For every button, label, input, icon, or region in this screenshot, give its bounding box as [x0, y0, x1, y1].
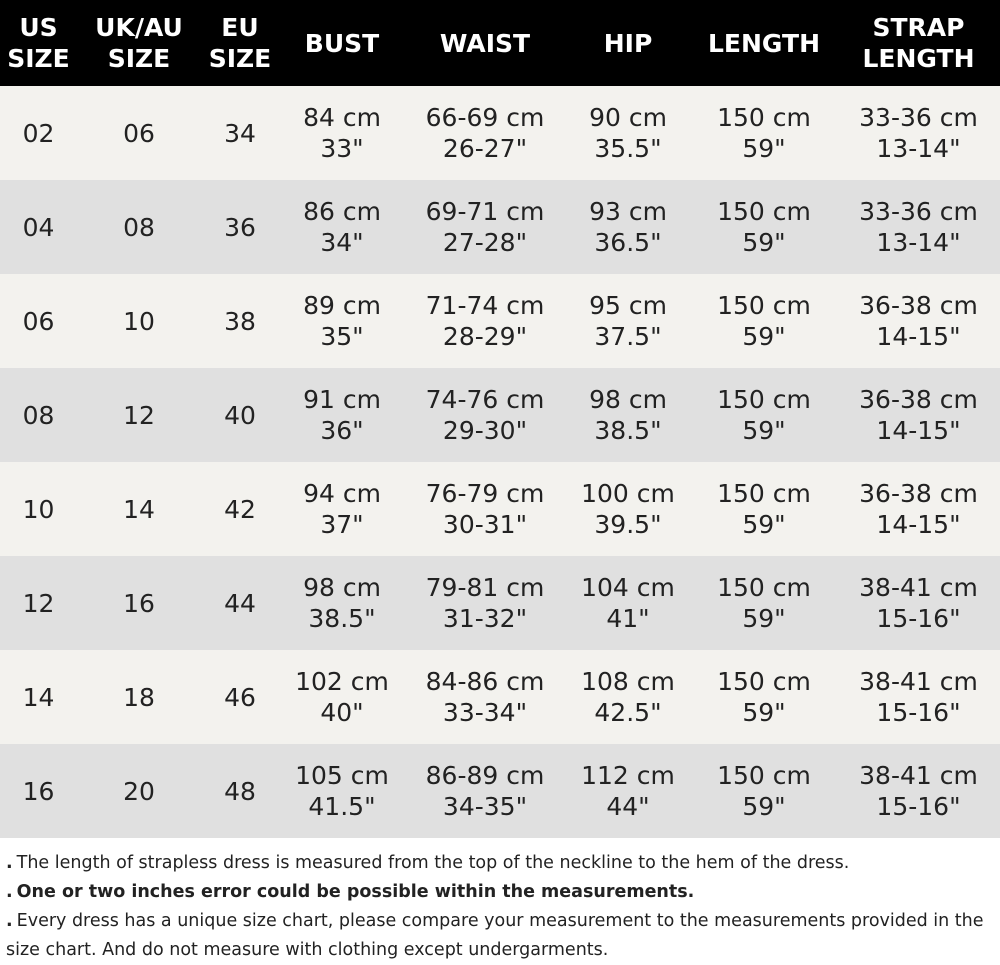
cell-bust [279, 86, 405, 180]
value-size: 02 [22, 118, 55, 148]
value-cm: 71-74 cm [425, 291, 545, 320]
value-cm: 150 cm [717, 385, 811, 414]
value-inches: 14-15" [876, 510, 961, 539]
cell-us-size [0, 744, 77, 838]
header-eu-size: EU SIZE [208, 13, 272, 73]
cell-us-size [0, 86, 77, 180]
value-cm: 94 cm [303, 479, 381, 508]
value-cm: 86-89 cm [425, 761, 545, 790]
value-inches: 35.5" [594, 134, 662, 163]
cell-us-size [0, 274, 77, 368]
header-uk-au-size: UK/AU SIZE [95, 13, 183, 73]
value-cm: 98 cm [589, 385, 667, 414]
cell-strap-length [837, 86, 1000, 180]
cell-waist [405, 744, 565, 838]
note-measuring [6, 849, 1000, 878]
value-inches: 59" [742, 698, 786, 727]
value-cm: 150 cm [717, 761, 811, 790]
cell-strap-length [837, 556, 1000, 650]
value-cm: 112 cm [581, 761, 675, 790]
value-inches: 13-14" [876, 134, 961, 163]
value-cm: 105 cm [295, 761, 389, 790]
value-cm: 33-36 cm [859, 103, 978, 132]
value-inches: 40" [320, 698, 364, 727]
value-cm: 108 cm [581, 667, 675, 696]
cell-eu-size [201, 180, 279, 274]
value-cm: 86 cm [303, 197, 381, 226]
cell-length [691, 86, 837, 180]
value-cm: 150 cm [717, 667, 811, 696]
value-size: 36 [224, 212, 256, 242]
cell-hip [565, 86, 691, 180]
cell-uk-au-size [77, 744, 201, 838]
value-inches: 59" [742, 510, 786, 539]
value-inches: 59" [742, 228, 786, 257]
value-size: 16 [123, 588, 155, 618]
cell-bust [279, 274, 405, 368]
value-size: 34 [224, 118, 256, 148]
cell-hip [565, 462, 691, 556]
value-cm: 150 cm [717, 479, 811, 508]
value-inches: 36.5" [594, 228, 662, 257]
value-size: 48 [224, 776, 256, 806]
value-cm: 104 cm [581, 573, 675, 602]
cell-uk-au-size [77, 462, 201, 556]
value-inches: 33-34" [442, 698, 528, 727]
cell-us-size [0, 462, 77, 556]
value-cm: 76-79 cm [425, 479, 545, 508]
cell-uk-au-size [77, 368, 201, 462]
value-size: 06 [123, 118, 155, 148]
value-cm: 95 cm [589, 291, 667, 320]
cell-length [691, 650, 837, 744]
value-size: 12 [123, 400, 155, 430]
value-cm: 150 cm [717, 197, 811, 226]
cell-strap-length [837, 274, 1000, 368]
value-cm: 84 cm [303, 103, 381, 132]
value-cm: 69-71 cm [425, 197, 545, 226]
note-bullet: . [6, 911, 13, 931]
value-inches: 31-32" [442, 604, 528, 633]
value-inches: 41" [606, 604, 650, 633]
cell-eu-size [201, 368, 279, 462]
value-size: 08 [22, 400, 55, 430]
table-header-row [0, 0, 1000, 86]
value-size: 04 [22, 212, 55, 242]
value-inches: 59" [742, 604, 786, 633]
value-inches: 37.5" [594, 322, 662, 351]
table-row [0, 86, 1000, 180]
header-strap-length: STRAP LENGTH [862, 13, 975, 73]
cell-us-size [0, 556, 77, 650]
header-waist: WAIST [439, 28, 531, 58]
value-cm: 74-76 cm [425, 385, 545, 414]
value-cm: 93 cm [589, 197, 667, 226]
cell-uk-au-size [77, 650, 201, 744]
cell-hip [565, 556, 691, 650]
value-inches: 59" [742, 416, 786, 445]
cell-waist [405, 274, 565, 368]
value-cm: 38-41 cm [859, 761, 978, 790]
value-cm: 150 cm [717, 103, 811, 132]
value-cm: 150 cm [717, 573, 811, 602]
table-row [0, 462, 1000, 556]
value-cm: 102 cm [295, 667, 389, 696]
table-row [0, 650, 1000, 744]
value-size: 16 [22, 776, 55, 806]
table-body [0, 86, 1000, 838]
value-inches: 33" [320, 134, 364, 163]
cell-uk-au-size [77, 556, 201, 650]
note-text: One or two inches error could be possible within the measurements. [16, 882, 695, 902]
note-text: Every dress has a unique size chart, please compare your measurement to the measurements provided in the size chart. And do not measure with clothing except undergarments. [6, 911, 984, 960]
table-row [0, 556, 1000, 650]
cell-bust [279, 650, 405, 744]
note-bullet: . [6, 853, 13, 873]
value-inches: 30-31" [442, 510, 528, 539]
header-length: LENGTH [708, 28, 820, 58]
value-size: 10 [123, 306, 155, 336]
value-size: 20 [123, 776, 155, 806]
cell-eu-size [201, 274, 279, 368]
header-us-size: US SIZE [7, 13, 70, 73]
value-size: 10 [22, 494, 55, 524]
value-inches: 15-16" [876, 698, 961, 727]
cell-uk-au-size [77, 274, 201, 368]
cell-strap-length [837, 368, 1000, 462]
value-size: 08 [123, 212, 155, 242]
value-cm: 36-38 cm [859, 385, 978, 414]
note-bullet: . [6, 882, 13, 902]
value-inches: 29-30" [442, 416, 528, 445]
cell-eu-size [201, 86, 279, 180]
value-size: 46 [224, 682, 256, 712]
cell-hip [565, 368, 691, 462]
cell-strap-length [837, 180, 1000, 274]
value-cm: 90 cm [589, 103, 667, 132]
cell-hip [565, 650, 691, 744]
cell-hip [565, 274, 691, 368]
cell-eu-size [201, 556, 279, 650]
value-inches: 59" [742, 792, 786, 821]
cell-uk-au-size [77, 180, 201, 274]
value-size: 44 [224, 588, 256, 618]
value-size: 14 [123, 494, 155, 524]
cell-length [691, 462, 837, 556]
value-inches: 36" [320, 416, 364, 445]
cell-length [691, 744, 837, 838]
cell-eu-size [201, 462, 279, 556]
table-row [0, 744, 1000, 838]
value-inches: 26-27" [442, 134, 528, 163]
note-unique-chart [6, 907, 1000, 965]
note-text: The length of strapless dress is measured from the top of the neckline to the hem of the dress. [16, 853, 850, 873]
value-inches: 39.5" [594, 510, 662, 539]
cell-us-size [0, 180, 77, 274]
cell-length [691, 274, 837, 368]
value-inches: 44" [606, 792, 650, 821]
note-error-margin [6, 878, 1000, 907]
table-row [0, 274, 1000, 368]
value-inches: 15-16" [876, 604, 961, 633]
cell-length [691, 556, 837, 650]
cell-bust [279, 556, 405, 650]
value-size: 40 [224, 400, 256, 430]
value-inches: 41.5" [308, 792, 376, 821]
value-inches: 28-29" [442, 322, 528, 351]
cell-strap-length [837, 650, 1000, 744]
cell-length [691, 368, 837, 462]
value-cm: 98 cm [303, 573, 381, 602]
value-inches: 42.5" [594, 698, 662, 727]
value-size: 38 [224, 306, 256, 336]
table-row [0, 180, 1000, 274]
header-bust: BUST [304, 28, 380, 58]
value-cm: 36-38 cm [859, 479, 978, 508]
cell-waist [405, 86, 565, 180]
value-size: 14 [22, 682, 55, 712]
cell-waist [405, 180, 565, 274]
value-cm: 100 cm [581, 479, 675, 508]
value-inches: 59" [742, 134, 786, 163]
value-cm: 33-36 cm [859, 197, 978, 226]
cell-bust [279, 180, 405, 274]
value-size: 12 [22, 588, 55, 618]
value-cm: 150 cm [717, 291, 811, 320]
value-inches: 34-35" [442, 792, 528, 821]
value-inches: 37" [320, 510, 364, 539]
cell-bust [279, 744, 405, 838]
value-size: 06 [22, 306, 55, 336]
value-size: 18 [123, 682, 155, 712]
cell-us-size [0, 368, 77, 462]
value-inches: 13-14" [876, 228, 961, 257]
value-inches: 38.5" [308, 604, 376, 633]
value-cm: 89 cm [303, 291, 381, 320]
value-inches: 15-16" [876, 792, 961, 821]
value-cm: 38-41 cm [859, 667, 978, 696]
cell-waist [405, 462, 565, 556]
cell-waist [405, 650, 565, 744]
header-hip: HIP [603, 28, 653, 58]
value-cm: 79-81 cm [425, 573, 545, 602]
value-inches: 59" [742, 322, 786, 351]
value-inches: 14-15" [876, 416, 961, 445]
cell-us-size [0, 650, 77, 744]
table-row [0, 368, 1000, 462]
cell-strap-length [837, 744, 1000, 838]
cell-bust [279, 462, 405, 556]
value-cm: 36-38 cm [859, 291, 978, 320]
value-cm: 66-69 cm [425, 103, 545, 132]
value-size: 42 [224, 494, 256, 524]
cell-eu-size [201, 650, 279, 744]
value-inches: 38.5" [594, 416, 662, 445]
cell-uk-au-size [77, 86, 201, 180]
cell-length [691, 180, 837, 274]
value-cm: 84-86 cm [425, 667, 545, 696]
value-inches: 34" [320, 228, 364, 257]
cell-hip [565, 744, 691, 838]
cell-bust [279, 368, 405, 462]
cell-strap-length [837, 462, 1000, 556]
value-cm: 91 cm [303, 385, 381, 414]
value-cm: 38-41 cm [859, 573, 978, 602]
value-inches: 27-28" [442, 228, 528, 257]
cell-eu-size [201, 744, 279, 838]
cell-waist [405, 556, 565, 650]
value-inches: 14-15" [876, 322, 961, 351]
cell-hip [565, 180, 691, 274]
cell-waist [405, 368, 565, 462]
notes-section [0, 838, 1000, 965]
value-inches: 35" [320, 322, 364, 351]
